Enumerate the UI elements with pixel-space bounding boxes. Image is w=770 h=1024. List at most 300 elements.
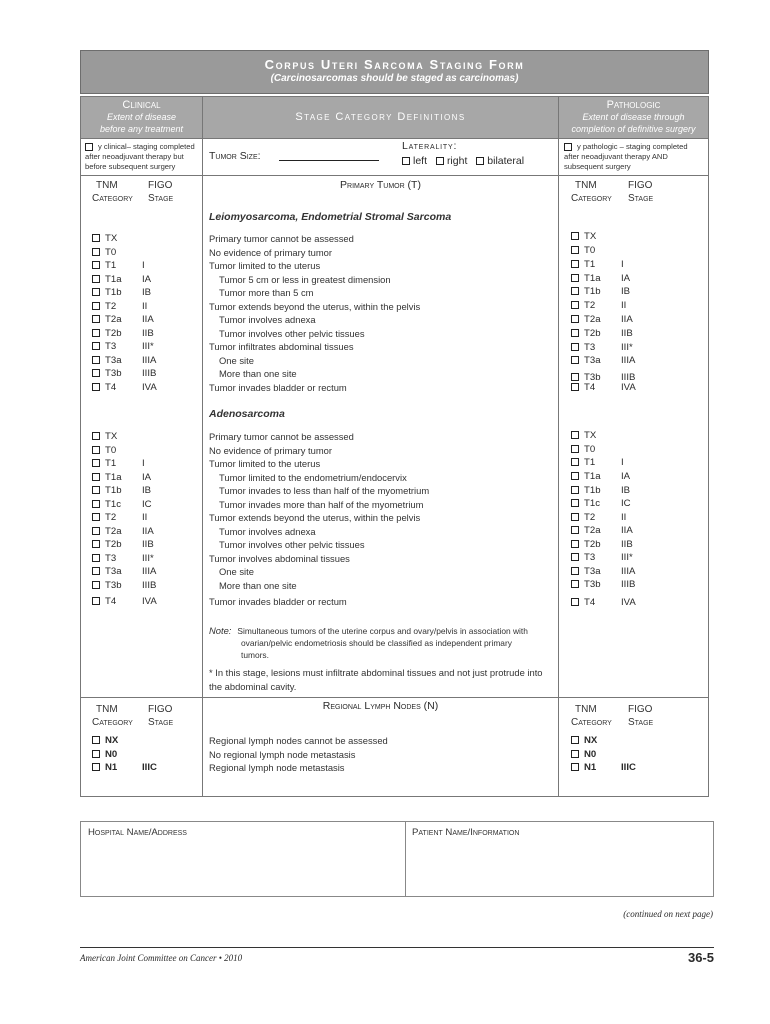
pathologic-nodes-row[interactable] [571, 734, 671, 747]
clinical-leio-tnm: T2a [105, 314, 122, 325]
clinical-leio-row[interactable] [92, 273, 192, 286]
clinical-adeno-checkbox[interactable] [92, 597, 100, 605]
pathologic-adeno-row[interactable] [571, 443, 671, 456]
clinical-adeno-row[interactable] [92, 538, 192, 551]
pathologic-leio-row[interactable] [571, 285, 671, 298]
clinical-leio-figo: III* [142, 341, 154, 352]
nodes-pathologic-figo-head [628, 703, 653, 729]
clinical-adeno-row[interactable] [92, 552, 192, 565]
clinical-leio-tnm: T0 [105, 246, 117, 258]
clinical-adeno-checkbox[interactable] [92, 581, 100, 589]
clinical-leio-row[interactable] [92, 232, 192, 245]
clinical-adeno-tnm: T2a [105, 525, 122, 537]
clinical-nodes-checkbox[interactable] [92, 736, 100, 744]
hospital-label: Hospital Name/Address [88, 827, 187, 838]
pathologic-adeno-checkbox[interactable] [571, 580, 579, 588]
clinical-header [81, 97, 202, 138]
patient-box[interactable] [405, 821, 714, 897]
pathologic-adeno-checkbox[interactable] [571, 567, 579, 575]
adeno-definition: Tumor limited to the endometrium/endocervix [219, 471, 407, 483]
pathologic-leio-checkbox[interactable] [571, 315, 579, 323]
clinical-nodes-tnm: N1 [105, 762, 118, 773]
stage-head-label: Stage [148, 717, 174, 728]
asterisk-note [209, 666, 554, 693]
clinical-leio-tnm: T2b [105, 327, 122, 339]
clinical-adeno-figo: IIB [142, 539, 154, 550]
category-head-label: Category [92, 717, 133, 728]
clinical-adeno-figo: II [142, 512, 148, 523]
leio-definition: Tumor involves other pelvic tissues [219, 327, 365, 339]
clinical-adeno-row[interactable] [92, 444, 192, 457]
clinical-adeno-figo: IA [142, 471, 152, 483]
pathologic-leio-checkbox[interactable] [571, 356, 579, 364]
pathologic-leio-figo: IB [621, 286, 631, 297]
clinical-leio-checkbox[interactable] [92, 248, 100, 256]
pathologic-leio-tnm: T2b [584, 328, 601, 339]
clinical-adeno-row[interactable] [92, 484, 192, 497]
pathologic-heading: Pathologic [606, 99, 661, 111]
asterisk-text-1: * In this stage, lesions must infiltrate abdominal tissues and not just protrude into [209, 667, 543, 678]
divider-left [202, 96, 203, 797]
clinical-adeno-tnm: T1b [105, 485, 122, 496]
ypathologic-checkbox[interactable] [564, 143, 572, 151]
center-heading: Stage Category Definitions [295, 111, 466, 123]
clinical-leio-row[interactable] [92, 327, 192, 340]
adeno-definition: Tumor involves adnexa [219, 525, 316, 537]
pathologic-leio-row[interactable] [571, 230, 671, 243]
pathologic-adeno-tnm: T1c [584, 498, 600, 509]
clinical-adeno-checkbox[interactable] [92, 446, 100, 454]
regional-nodes-heading: Regional Lymph Nodes (N) [322, 700, 439, 712]
clinical-leio-checkbox[interactable] [92, 234, 100, 242]
pathologic-leio-row[interactable] [571, 381, 671, 394]
pathologic-adeno-figo: IA [621, 471, 631, 482]
clinical-leio-figo: IB [142, 287, 152, 298]
pathologic-adeno-row[interactable] [571, 538, 671, 551]
clinical-leio-tnm: T3a [105, 354, 122, 366]
clinical-adeno-figo: IIA [142, 525, 154, 537]
clinical-leio-checkbox[interactable] [92, 342, 100, 350]
pathologic-leio-checkbox[interactable] [571, 246, 579, 254]
adeno-definition: No evidence of primary tumor [209, 444, 332, 456]
yclinical-checkbox[interactable] [85, 143, 93, 151]
clinical-leio-figo: IIIB [142, 368, 157, 379]
adeno-definition: Primary tumor cannot be assessed [209, 431, 354, 442]
clinical-leio-tnm: T1a [105, 273, 122, 285]
footer-rule [80, 947, 714, 948]
clinical-adeno-figo: III* [142, 552, 154, 564]
pathologic-nodes-checkbox[interactable] [571, 750, 579, 758]
pathologic-leio-checkbox[interactable] [571, 373, 579, 381]
clinical-adeno-figo: IIIB [142, 579, 157, 591]
adeno-definition: Tumor invades to less than half of the myometrium [219, 485, 430, 496]
clinical-figo-head [148, 179, 173, 205]
clinical-nodes-checkbox[interactable] [92, 763, 100, 771]
category-head-label: Category [571, 193, 612, 204]
pathologic-adeno-row[interactable] [571, 551, 671, 564]
pathologic-adeno-row[interactable] [571, 511, 671, 524]
pathologic-leio-tnm: TX [584, 231, 597, 242]
leio-definition: Primary tumor cannot be assessed [209, 233, 354, 244]
adeno-definition: Tumor involves other pelvic tissues [219, 539, 365, 550]
clinical-adeno-tnm: T3a [105, 566, 122, 577]
leio-definition: No evidence of primary tumor [209, 246, 332, 258]
clinical-adeno-row[interactable] [92, 511, 192, 524]
patient-label: Patient Name/Information [412, 827, 520, 838]
pathologic-leio-checkbox[interactable] [571, 287, 579, 295]
pathologic-nodes-tnm: N1 [584, 762, 597, 773]
laterality-left-checkbox[interactable] [402, 157, 410, 165]
clinical-leio-row[interactable] [92, 367, 192, 380]
clinical-adeno-tnm: T3b [105, 579, 122, 591]
laterality-left[interactable] [402, 155, 427, 167]
pathologic-adeno-figo: IC [621, 498, 631, 509]
pathologic-leio-figo: II [621, 300, 627, 311]
pathologic-leio-figo: IA [621, 273, 631, 284]
pathologic-leio-row[interactable] [571, 341, 671, 354]
pathologic-adeno-row[interactable] [571, 524, 671, 537]
nodes-clinical-figo-head [148, 703, 173, 729]
leio-definition: More than one site [219, 368, 297, 379]
figo-head-label: FIGO [148, 180, 173, 191]
clinical-nodes-tnm: NX [105, 735, 119, 746]
clinical-leio-checkbox[interactable] [92, 302, 100, 310]
clinical-leio-row[interactable] [92, 259, 192, 272]
nodes-definition: Regional lymph nodes cannot be assessed [209, 735, 388, 746]
clinical-adeno-figo: IB [142, 485, 152, 496]
pathologic-adeno-checkbox[interactable] [571, 598, 579, 606]
divider-h1 [80, 138, 709, 139]
clinical-leio-row[interactable] [92, 381, 192, 394]
pathologic-adeno-tnm: T3 [584, 552, 596, 563]
adeno-definition: One site [219, 566, 254, 577]
adeno-definition: More than one site [219, 579, 297, 591]
leio-definition: Tumor more than 5 cm [219, 287, 314, 298]
clinical-leio-figo: IIIA [142, 354, 157, 366]
pathologic-leio-figo: III* [621, 342, 633, 353]
center-header [203, 97, 558, 138]
ypathologic-option[interactable] [564, 142, 704, 172]
clinical-adeno-checkbox[interactable] [92, 527, 100, 535]
pathologic-adeno-row[interactable] [571, 456, 671, 469]
laterality-options [402, 155, 524, 167]
tnm-head-label: TNM [575, 180, 597, 191]
pathologic-leio-row[interactable] [571, 272, 671, 285]
clinical-leio-figo: II [142, 300, 148, 312]
laterality-bilateral[interactable] [476, 155, 524, 167]
category-head-label: Category [571, 717, 612, 728]
pathologic-leio-checkbox[interactable] [571, 301, 579, 309]
clinical-adeno-checkbox[interactable] [92, 500, 100, 508]
pathologic-adeno-tnm: T0 [584, 443, 596, 455]
category-head-label: Category [92, 193, 133, 204]
pathologic-adeno-row[interactable] [571, 497, 671, 510]
pathologic-nodes-checkbox[interactable] [571, 736, 579, 744]
continued-note: (continued on next page) [623, 909, 713, 919]
leio-definition: Tumor involves adnexa [219, 314, 316, 325]
hospital-box[interactable] [80, 821, 406, 897]
clinical-adeno-checkbox[interactable] [92, 459, 100, 467]
clinical-adeno-tnm: T1c [105, 498, 121, 510]
clinical-leio-checkbox[interactable] [92, 369, 100, 377]
clinical-leio-checkbox[interactable] [92, 383, 100, 391]
clinical-adeno-checkbox[interactable] [92, 513, 100, 521]
pathologic-leio-tnm: T3 [584, 342, 596, 353]
laterality-right-checkbox[interactable] [436, 157, 444, 165]
form-subtitle: (Carcinosarcomas should be staged as carcinomas) [270, 73, 519, 84]
pathologic-leio-tnm: T2a [584, 314, 601, 325]
clinical-leio-checkbox[interactable] [92, 275, 100, 283]
clinical-nodes-tnm: N0 [105, 748, 118, 760]
clinical-adeno-row[interactable] [92, 525, 192, 538]
clinical-adeno-row[interactable] [92, 457, 192, 470]
pathologic-adeno-checkbox[interactable] [571, 458, 579, 466]
yclinical-text: y clinical– staging completed after neoadjuvant therapy but before subsequent surgery [85, 142, 195, 171]
pathologic-adeno-tnm: T2 [584, 511, 596, 523]
laterality-bilateral-label: bilateral [487, 155, 525, 167]
adeno-definition: Tumor limited to the uterus [209, 458, 321, 469]
pathologic-adeno-row[interactable] [571, 565, 671, 578]
pathologic-leio-tnm: T3b [584, 372, 601, 383]
tumor-size-field[interactable] [279, 160, 379, 161]
leio-title: Leiomyosarcoma, Endometrial Stromal Sarcoma [209, 211, 452, 223]
clinical-adeno-tnm: T1a [105, 471, 122, 483]
clinical-leio-checkbox[interactable] [92, 329, 100, 337]
laterality-bilateral-checkbox[interactable] [476, 157, 484, 165]
pathologic-adeno-checkbox[interactable] [571, 431, 579, 439]
laterality-right-label: right [446, 155, 468, 167]
pathologic-adeno-figo: IIIB [621, 579, 636, 590]
pathologic-adeno-tnm: T1a [584, 471, 601, 482]
divider-h3 [80, 697, 709, 698]
clinical-adeno-tnm: T2 [105, 512, 117, 523]
pathologic-adeno-checkbox[interactable] [571, 486, 579, 494]
pathologic-adeno-checkbox[interactable] [571, 526, 579, 534]
pathologic-leio-row[interactable] [571, 258, 671, 271]
pathologic-leio-row[interactable] [571, 354, 671, 367]
pathologic-adeno-figo: I [621, 457, 624, 468]
clinical-leio-row[interactable] [92, 246, 192, 259]
clinical-leio-checkbox[interactable] [92, 261, 100, 269]
figo-head-label: FIGO [628, 704, 653, 715]
clinical-leio-figo: IIB [142, 327, 154, 339]
adeno-definition: Tumor invades more than half of the myometrium [219, 498, 424, 510]
pathologic-header [559, 97, 708, 138]
pathologic-adeno-tnm: T1 [584, 457, 596, 468]
pathologic-leio-row[interactable] [571, 244, 671, 257]
clinical-adeno-row[interactable] [92, 565, 192, 578]
clinical-leio-checkbox[interactable] [92, 288, 100, 296]
clinical-leio-row[interactable] [92, 340, 192, 353]
divider-h2 [80, 175, 709, 176]
pathologic-leio-checkbox[interactable] [571, 232, 579, 240]
pathologic-adeno-tnm: T3b [584, 579, 601, 590]
clinical-adeno-checkbox[interactable] [92, 432, 100, 440]
clinical-leio-row[interactable] [92, 354, 192, 367]
pathologic-nodes-tnm: N0 [584, 748, 597, 760]
stage-head-label: Stage [148, 193, 174, 204]
clinical-leio-tnm: TX [105, 233, 118, 244]
figo-head-label: FIGO [148, 704, 173, 715]
leio-definition: Tumor infiltrates abdominal tissues [209, 341, 354, 352]
clinical-adeno-tnm: T0 [105, 444, 117, 456]
note-label: Note: [209, 625, 232, 636]
clinical-adeno-checkbox[interactable] [92, 540, 100, 548]
clinical-leio-row[interactable] [92, 286, 192, 299]
pathologic-leio-figo: I [621, 259, 624, 270]
pathologic-nodes-tnm: NX [584, 735, 598, 746]
leio-definition: One site [219, 354, 254, 366]
pathologic-leio-figo: IIA [621, 314, 633, 325]
clinical-adeno-row[interactable] [92, 498, 192, 511]
clinical-adeno-tnm: T2b [105, 539, 122, 550]
adeno-definition: Tumor extends beyond the uterus, within the pelvis [209, 512, 421, 523]
pathologic-leio-tnm: T1 [584, 259, 596, 270]
pathologic-adeno-checkbox[interactable] [571, 472, 579, 480]
pathologic-adeno-tnm: T2b [584, 538, 601, 550]
nodes-pathologic-tnm-head [571, 703, 612, 729]
note-text-2: ovarian/pelvic endometriosis should be classified as independent primary [241, 638, 512, 648]
pathologic-tnm-head [571, 179, 612, 205]
clinical-adeno-figo: IC [142, 498, 152, 510]
clinical-leio-figo: IIA [142, 314, 154, 325]
pathologic-adeno-row[interactable] [571, 470, 671, 483]
clinical-adeno-tnm: TX [105, 431, 118, 442]
note-text-3: tumors. [241, 650, 269, 660]
pathologic-adeno-tnm: TX [584, 430, 597, 441]
pathologic-adeno-figo: II [621, 511, 627, 523]
clinical-heading: Clinical [122, 99, 161, 111]
pathologic-adeno-figo: IIB [621, 538, 633, 550]
leio-definition: Tumor limited to the uterus [209, 260, 321, 271]
pathologic-leio-checkbox[interactable] [571, 260, 579, 268]
clinical-sub: Extent of disease before any treatment [99, 112, 184, 134]
clinical-adeno-checkbox[interactable] [92, 473, 100, 481]
clinical-leio-figo: IVA [142, 381, 157, 393]
pathologic-leio-row[interactable] [571, 327, 671, 340]
pathologic-leio-row[interactable] [571, 313, 671, 326]
clinical-leio-checkbox[interactable] [92, 356, 100, 364]
clinical-leio-tnm: T1b [105, 287, 122, 298]
pathologic-adeno-figo: IB [621, 484, 631, 496]
adeno-definition: Tumor involves abdominal tissues [209, 552, 350, 564]
pathologic-adeno-checkbox[interactable] [571, 499, 579, 507]
stage-head-label: Stage [628, 717, 654, 728]
ypathologic-text: y pathologic – staging completed after neoadjuvant therapy AND subsequent surgery [564, 142, 688, 171]
pathologic-adeno-figo: IIIA [621, 565, 636, 577]
pathologic-leio-checkbox[interactable] [571, 274, 579, 282]
clinical-adeno-checkbox[interactable] [92, 486, 100, 494]
laterality-label: Laterality: [402, 140, 458, 152]
clinical-adeno-row[interactable] [92, 430, 192, 443]
clinical-leio-tnm: T1 [105, 260, 117, 271]
form-title: Corpus Uteri Sarcoma Staging Form [264, 57, 525, 72]
clinical-leio-tnm: T3 [105, 341, 117, 352]
pathologic-leio-checkbox[interactable] [571, 329, 579, 337]
pathologic-figo-head [628, 179, 653, 205]
tnm-head-label: TNM [575, 704, 597, 715]
pathologic-adeno-tnm: T1b [584, 484, 601, 496]
adeno-title: Adenosarcoma [209, 408, 285, 420]
nodes-definition: No regional lymph node metastasis [209, 748, 356, 760]
clinical-leio-tnm: T3b [105, 368, 122, 379]
pathologic-adeno-row[interactable] [571, 578, 671, 591]
leio-definition: Tumor 5 cm or less in greatest dimension [219, 273, 391, 285]
clinical-nodes-checkbox[interactable] [92, 750, 100, 758]
pathologic-leio-checkbox[interactable] [571, 343, 579, 351]
pathologic-adeno-checkbox[interactable] [571, 445, 579, 453]
pathologic-adeno-checkbox[interactable] [571, 513, 579, 521]
figo-head-label: FIGO [628, 180, 653, 191]
clinical-adeno-figo: IIIA [142, 566, 157, 577]
pathologic-nodes-checkbox[interactable] [571, 763, 579, 771]
pathologic-adeno-checkbox[interactable] [571, 553, 579, 561]
pathologic-adeno-figo: III* [621, 552, 633, 563]
pathologic-adeno-row[interactable] [571, 429, 671, 442]
clinical-adeno-tnm: T4 [105, 596, 117, 607]
pathologic-nodes-row[interactable] [571, 761, 671, 774]
tnm-head-label: TNM [96, 180, 118, 191]
yclinical-option[interactable] [85, 142, 200, 172]
page-number: 36-5 [687, 950, 714, 965]
stage-head-label: Stage [628, 193, 654, 204]
pathologic-leio-figo: IIB [621, 328, 633, 339]
clinical-adeno-figo: IVA [142, 596, 157, 607]
pathologic-nodes-row[interactable] [571, 748, 671, 761]
clinical-leio-row[interactable] [92, 300, 192, 313]
clinical-nodes-row[interactable] [92, 761, 192, 774]
pathologic-sub: Extent of disease through completion of definitive surgery [571, 112, 696, 134]
nodes-definition: Regional lymph node metastasis [209, 762, 345, 773]
pathologic-leio-checkbox[interactable] [571, 383, 579, 391]
clinical-leio-figo: I [142, 260, 145, 271]
tumor-size-label: Tumor Size: [209, 150, 261, 162]
pathologic-adeno-checkbox[interactable] [571, 540, 579, 548]
laterality-right[interactable] [436, 155, 467, 167]
clinical-nodes-row[interactable] [92, 734, 192, 747]
clinical-adeno-row[interactable] [92, 595, 192, 608]
clinical-adeno-checkbox[interactable] [92, 554, 100, 562]
pathologic-adeno-figo: IVA [621, 597, 636, 608]
leio-definition: Tumor invades bladder or rectum [209, 381, 347, 393]
clinical-leio-checkbox[interactable] [92, 315, 100, 323]
clinical-adeno-row[interactable] [92, 471, 192, 484]
clinical-nodes-figo: IIIC [142, 762, 157, 773]
clinical-adeno-row[interactable] [92, 579, 192, 592]
pathologic-leio-tnm: T2 [584, 300, 596, 311]
clinical-leio-tnm: T4 [105, 381, 117, 393]
clinical-adeno-checkbox[interactable] [92, 567, 100, 575]
pathologic-leio-row[interactable] [571, 299, 671, 312]
clinical-leio-tnm: T2 [105, 300, 117, 312]
clinical-leio-row[interactable] [92, 313, 192, 326]
nodes-clinical-tnm-head [92, 703, 133, 729]
clinical-adeno-figo: I [142, 458, 145, 469]
leio-definition: Tumor extends beyond the uterus, within the pelvis [209, 300, 421, 312]
pathologic-adeno-tnm: T4 [584, 597, 596, 608]
pathologic-adeno-row[interactable] [571, 484, 671, 497]
footer-left: American Joint Committee on Cancer • 2010 [80, 953, 243, 963]
pathologic-leio-tnm: T1a [584, 273, 601, 284]
clinical-nodes-row[interactable] [92, 748, 192, 761]
primary-tumor-heading: Primary Tumor (T) [340, 179, 421, 191]
pathologic-leio-tnm: T3a [584, 355, 601, 366]
clinical-adeno-tnm: T1 [105, 458, 117, 469]
pathologic-adeno-row[interactable] [571, 596, 671, 609]
pathologic-leio-figo: IIIB [621, 372, 636, 383]
pathologic-adeno-tnm: T2a [584, 525, 601, 536]
pathologic-leio-tnm: T4 [584, 382, 596, 393]
